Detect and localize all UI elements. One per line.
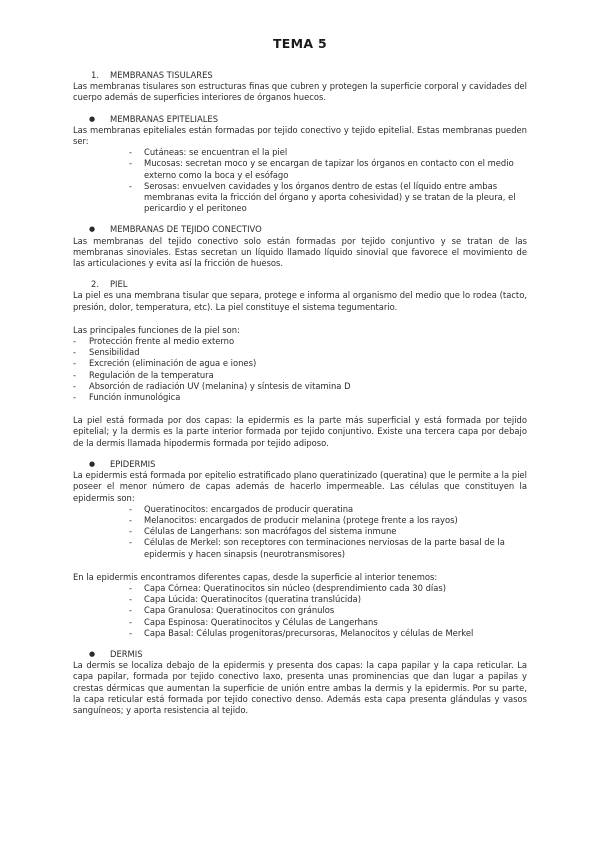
list-item: - Sensibilidad [73,347,140,358]
list-item: - Función inmunológica [73,392,181,403]
section-heading-text: MEMBRANAS TISULARES [110,70,213,80]
dash-icon: - [73,358,77,369]
list-epidermis-layers [73,583,527,639]
list-item: - Serosas: envuelven cavidades y los órganos dentro de estas (el líquido entre ambas membranas evita la fricción del órgano y aporta cohesividad) y se tratan de la pleura, el pericardio y el peritoneo [129,180,516,214]
subsection-heading-dermis [73,649,527,660]
section-number: 1. [91,70,99,80]
list-item: - Capa Lúcida: Queratinocitos (queratina translúcida) [129,594,361,605]
list-item: - Melanocitos: encargados de producir melanina (protege frente a los rayos) [129,514,458,525]
list-item: - Excreción (eliminación de agua e iones) [73,358,257,369]
list-item: - Mucosas: secretan moco y se encargan de tapizar los órganos en contacto con el medio externo como la boca y el esófago [129,158,514,180]
dash-icon: - [129,158,133,169]
paragraph-piel: La piel es una membrana tisular que separa, protege e informa al organismo del medio que lo rodea (tacto, presión, dolor, temperatura, etc). La piel constituye el sistema tegumentario. [73,290,527,312]
subsection-heading-epiteliales [73,114,527,125]
dash-icon: - [129,180,133,191]
subsection-heading-text: MEMBRANAS DE TEJIDO CONECTIVO [110,224,262,235]
paragraph-epidermis: La epidermis está formada por epitelio estratificado plano queratinizado (queratina) que le permite a la piel poseer el menor número de capas además de hacerlo impermeable. Las células que constituyen la epidermis son: [73,470,527,503]
bullet-icon: ● [89,459,96,468]
list-item: - Absorción de radiación UV (melanina) y síntesis de vitamina D [73,380,351,391]
dash-icon: - [73,380,77,391]
dash-icon: - [73,392,77,403]
list-item: - Células de Langerhans: son macrófagos del sistema inmune [129,526,397,537]
section-heading-piel [73,279,527,290]
paragraph-epidermis-layers-intro: En la epidermis encontramos diferentes capas, desde la superficie al interior tenemos: [73,571,438,582]
list-item: - Capa Espinosa: Queratinocitos y Células de Langerhans [129,616,378,627]
section-heading-membranas-tisulares [73,70,527,81]
dash-icon: - [129,537,133,548]
list-item: - Capa Basal: Células progenitoras/precursoras, Melanocitos y células de Merkel [129,627,474,638]
list-skin-functions [73,336,527,403]
paragraph-functions-intro: Las principales funciones de la piel son: [73,324,240,335]
list-item: - Capa Córnea: Queratinocitos sin núcleo (desprendimiento cada 30 días) [129,582,446,593]
list-item: - Regulación de la temperatura [73,369,214,380]
bullet-icon: ● [89,225,96,234]
subsection-heading-epidermis [73,459,527,470]
dash-icon: - [129,627,133,638]
subsection-heading-text: EPIDERMIS [110,458,156,469]
paragraph-epiteliales: Las membranas epiteliales están formadas por tejido conectivo y tejido epitelial. Estas membranas pueden ser: [73,124,527,147]
document-body [73,70,527,716]
bullet-icon: ● [89,649,96,658]
subsection-heading-text: MEMBRANAS EPITELIALES [110,113,219,124]
section-heading-text: PIEL [110,279,128,290]
page-title: TEMA 5 [272,36,328,51]
bullet-icon: ● [89,114,96,123]
dash-icon: - [129,514,133,525]
dash-icon: - [129,147,133,158]
dash-icon: - [129,526,133,537]
paragraph-membranas-tisulares: Las membranas tisulares son estructuras finas que cubren y protegen la superficie corporal y cavidades del cuerpo además de superficies interiores de órganos huecos. [73,81,527,103]
paragraph-skin-layers: La piel está formada por dos capas: la epidermis es la parte más superficial y está formada por tejido epitelial; y la dermis es la parte interior formada por tejido conjuntivo. Existe una tercera capa por debajo de la dermis llamada hipodermis formada por tejido adiposo. [73,415,527,448]
dash-icon: - [73,369,77,380]
dash-icon: - [129,503,133,514]
dash-icon: - [129,605,133,616]
dash-icon: - [73,336,77,347]
list-membrane-types [73,147,527,214]
dash-icon: - [129,616,133,627]
dash-icon: - [73,347,77,358]
list-item: - Protección frente al medio externo [73,336,235,347]
subsection-heading-tejido-conectivo [73,224,527,235]
list-item: - Queratinocitos: encargados de producir queratina [129,503,354,514]
list-item: - Cutáneas: se encuentran el la piel [129,147,288,158]
list-item: - Capa Granulosa: Queratinocitos con gránulos [129,605,335,616]
list-item: - Células de Merkel: son receptores con terminaciones nerviosas de la parte basal de la epidermis y hacen sinapsis (neurotransmisores) [129,537,505,559]
paragraph-tejido-conectivo: Las membranas del tejido conectivo solo están formadas por tejido conjuntivo y se tratan de las membranas sinoviales. Estas secretan un líquido llamado líquido sinovial que favorece el movimiento de las articulaciones y evita así la fricción de huesos. [73,235,527,269]
list-epidermis-cells [73,504,527,560]
section-number: 2. [91,279,99,290]
dash-icon: - [129,582,133,593]
subsection-heading-text: DERMIS [110,648,143,659]
paragraph-dermis: La dermis se localiza debajo de la epidermis y presenta dos capas: la capa papilar y la capa reticular. La capa papilar, formada por tejido conectivo laxo, presenta unas prominencias que dan lugar a papilas y crestas dérmicas que aumentan la superficie de unión entre ambas la dermis y la epidermis. Por su parte, la capa reticular está formada por tejido conectivo denso. Además esta capa presenta glándulas y vasos sanguíneos; y aporta resistencia al tejido. [73,660,527,715]
dash-icon: - [129,594,133,605]
